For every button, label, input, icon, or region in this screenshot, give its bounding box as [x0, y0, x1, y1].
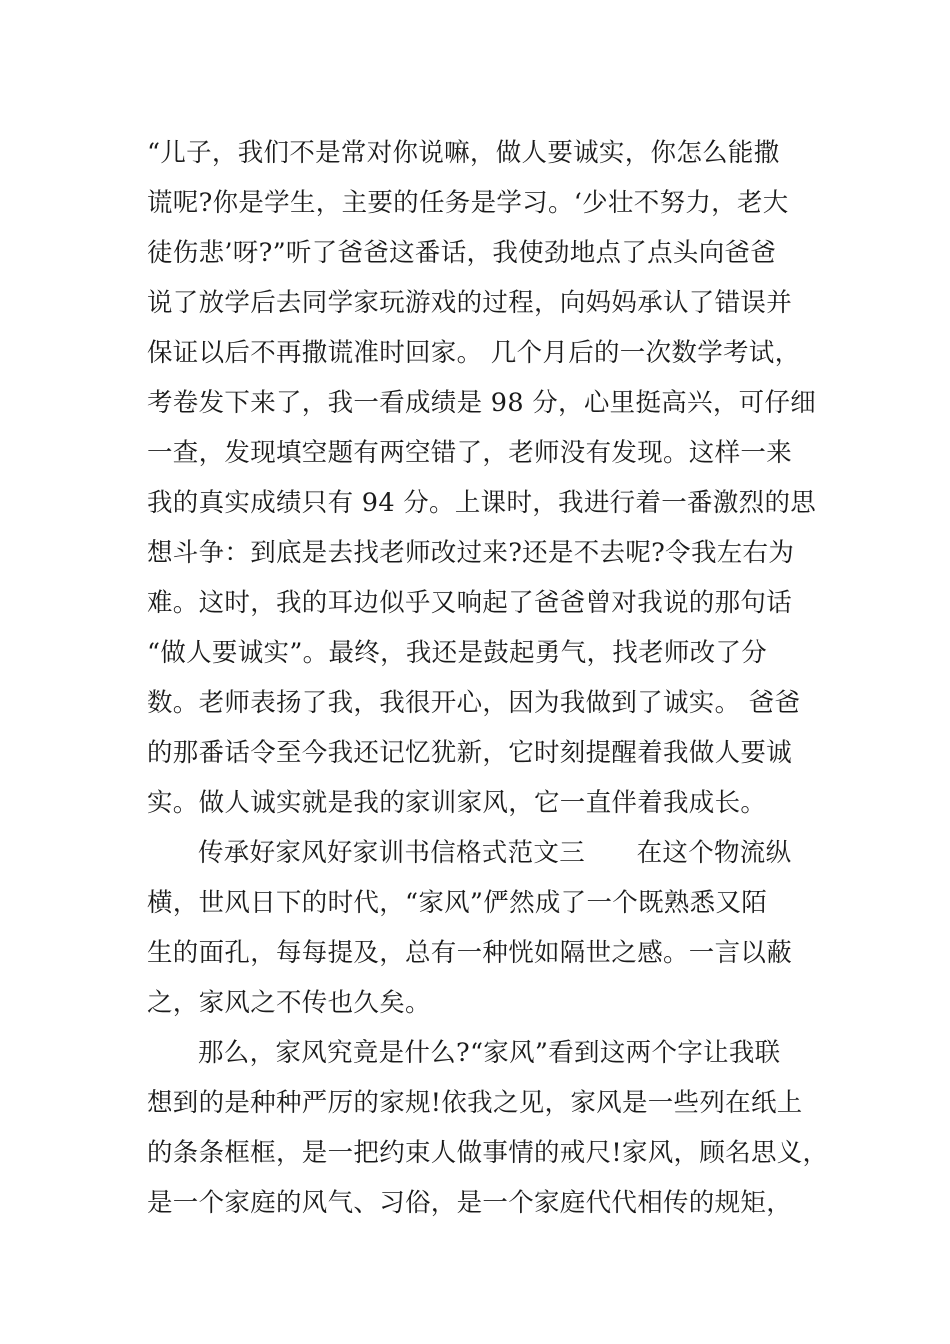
paragraph-start-line: 那么，家风究竟是什么?“家风”看到这两个字让我联 — [198, 1038, 781, 1068]
text-line: “做人要诚实”。最终，我还是鼓起勇气，找老师改了分 — [147, 638, 768, 668]
text-line: 的条条框框，是一把约束人做事情的戒尺!家风，顾名思义， — [147, 1138, 829, 1168]
text-line: 说了放学后去同学家玩游戏的过程，向妈妈承认了错误并 — [147, 288, 793, 318]
text-line: 之，家风之不传也久矣。 — [147, 988, 431, 1018]
text-line: 保证以后不再撒谎准时回家。 几个月后的一次数学考试， — [147, 338, 801, 368]
text-line: 谎呢?你是学生，主要的任务是学习。‘少壮不努力，老大 — [147, 188, 789, 218]
text-line: 难。这时，我的耳边似乎又响起了爸爸曾对我说的那句话 — [147, 588, 793, 618]
text-line: 想斗争：到底是去找老师改过来?还是不去呢?令我左右为 — [147, 538, 795, 568]
text-line: 徒伤悲’呀?”听了爸爸这番话，我使劲地点了点头向爸爸 — [147, 238, 777, 268]
text-line: 是一个家庭的风气、习俗，是一个家庭代代相传的规矩， — [147, 1188, 793, 1218]
text-line: 我的真实成绩只有 94 分。上课时，我进行着一番激烈的思 — [147, 488, 817, 518]
text-line: 实。做人诚实就是我的家训家风，它一直伴着我成长。 — [147, 788, 767, 818]
text-line: 想到的是种种严厉的家规!依我之见，家风是一些列在纸上 — [147, 1088, 803, 1118]
text-line: 横，世风日下的时代，“家风”俨然成了一个既熟悉又陌 — [147, 888, 768, 918]
text-line: 一查，发现填空题有两空错了，老师没有发现。这样一来 — [147, 438, 793, 468]
text-line: 的那番话令至今我还记忆犹新，它时刻提醒着我做人要诚 — [147, 738, 793, 768]
text-line: 考卷发下来了，我一看成绩是 98 分，心里挺高兴，可仔细 — [147, 388, 817, 418]
text-line: 数。老师表扬了我，我很开心，因为我做到了诚实。 爸爸 — [147, 688, 801, 718]
paragraph-heading-line: 传承好家风好家训书信格式范文三 在这个物流纵 — [198, 838, 792, 868]
text-line: “儿子，我们不是常对你说嘛，做人要诚实，你怎么能撒 — [147, 138, 780, 168]
text-line: 生的面孔，每每提及，总有一种恍如隔世之感。一言以蔽 — [147, 938, 793, 968]
